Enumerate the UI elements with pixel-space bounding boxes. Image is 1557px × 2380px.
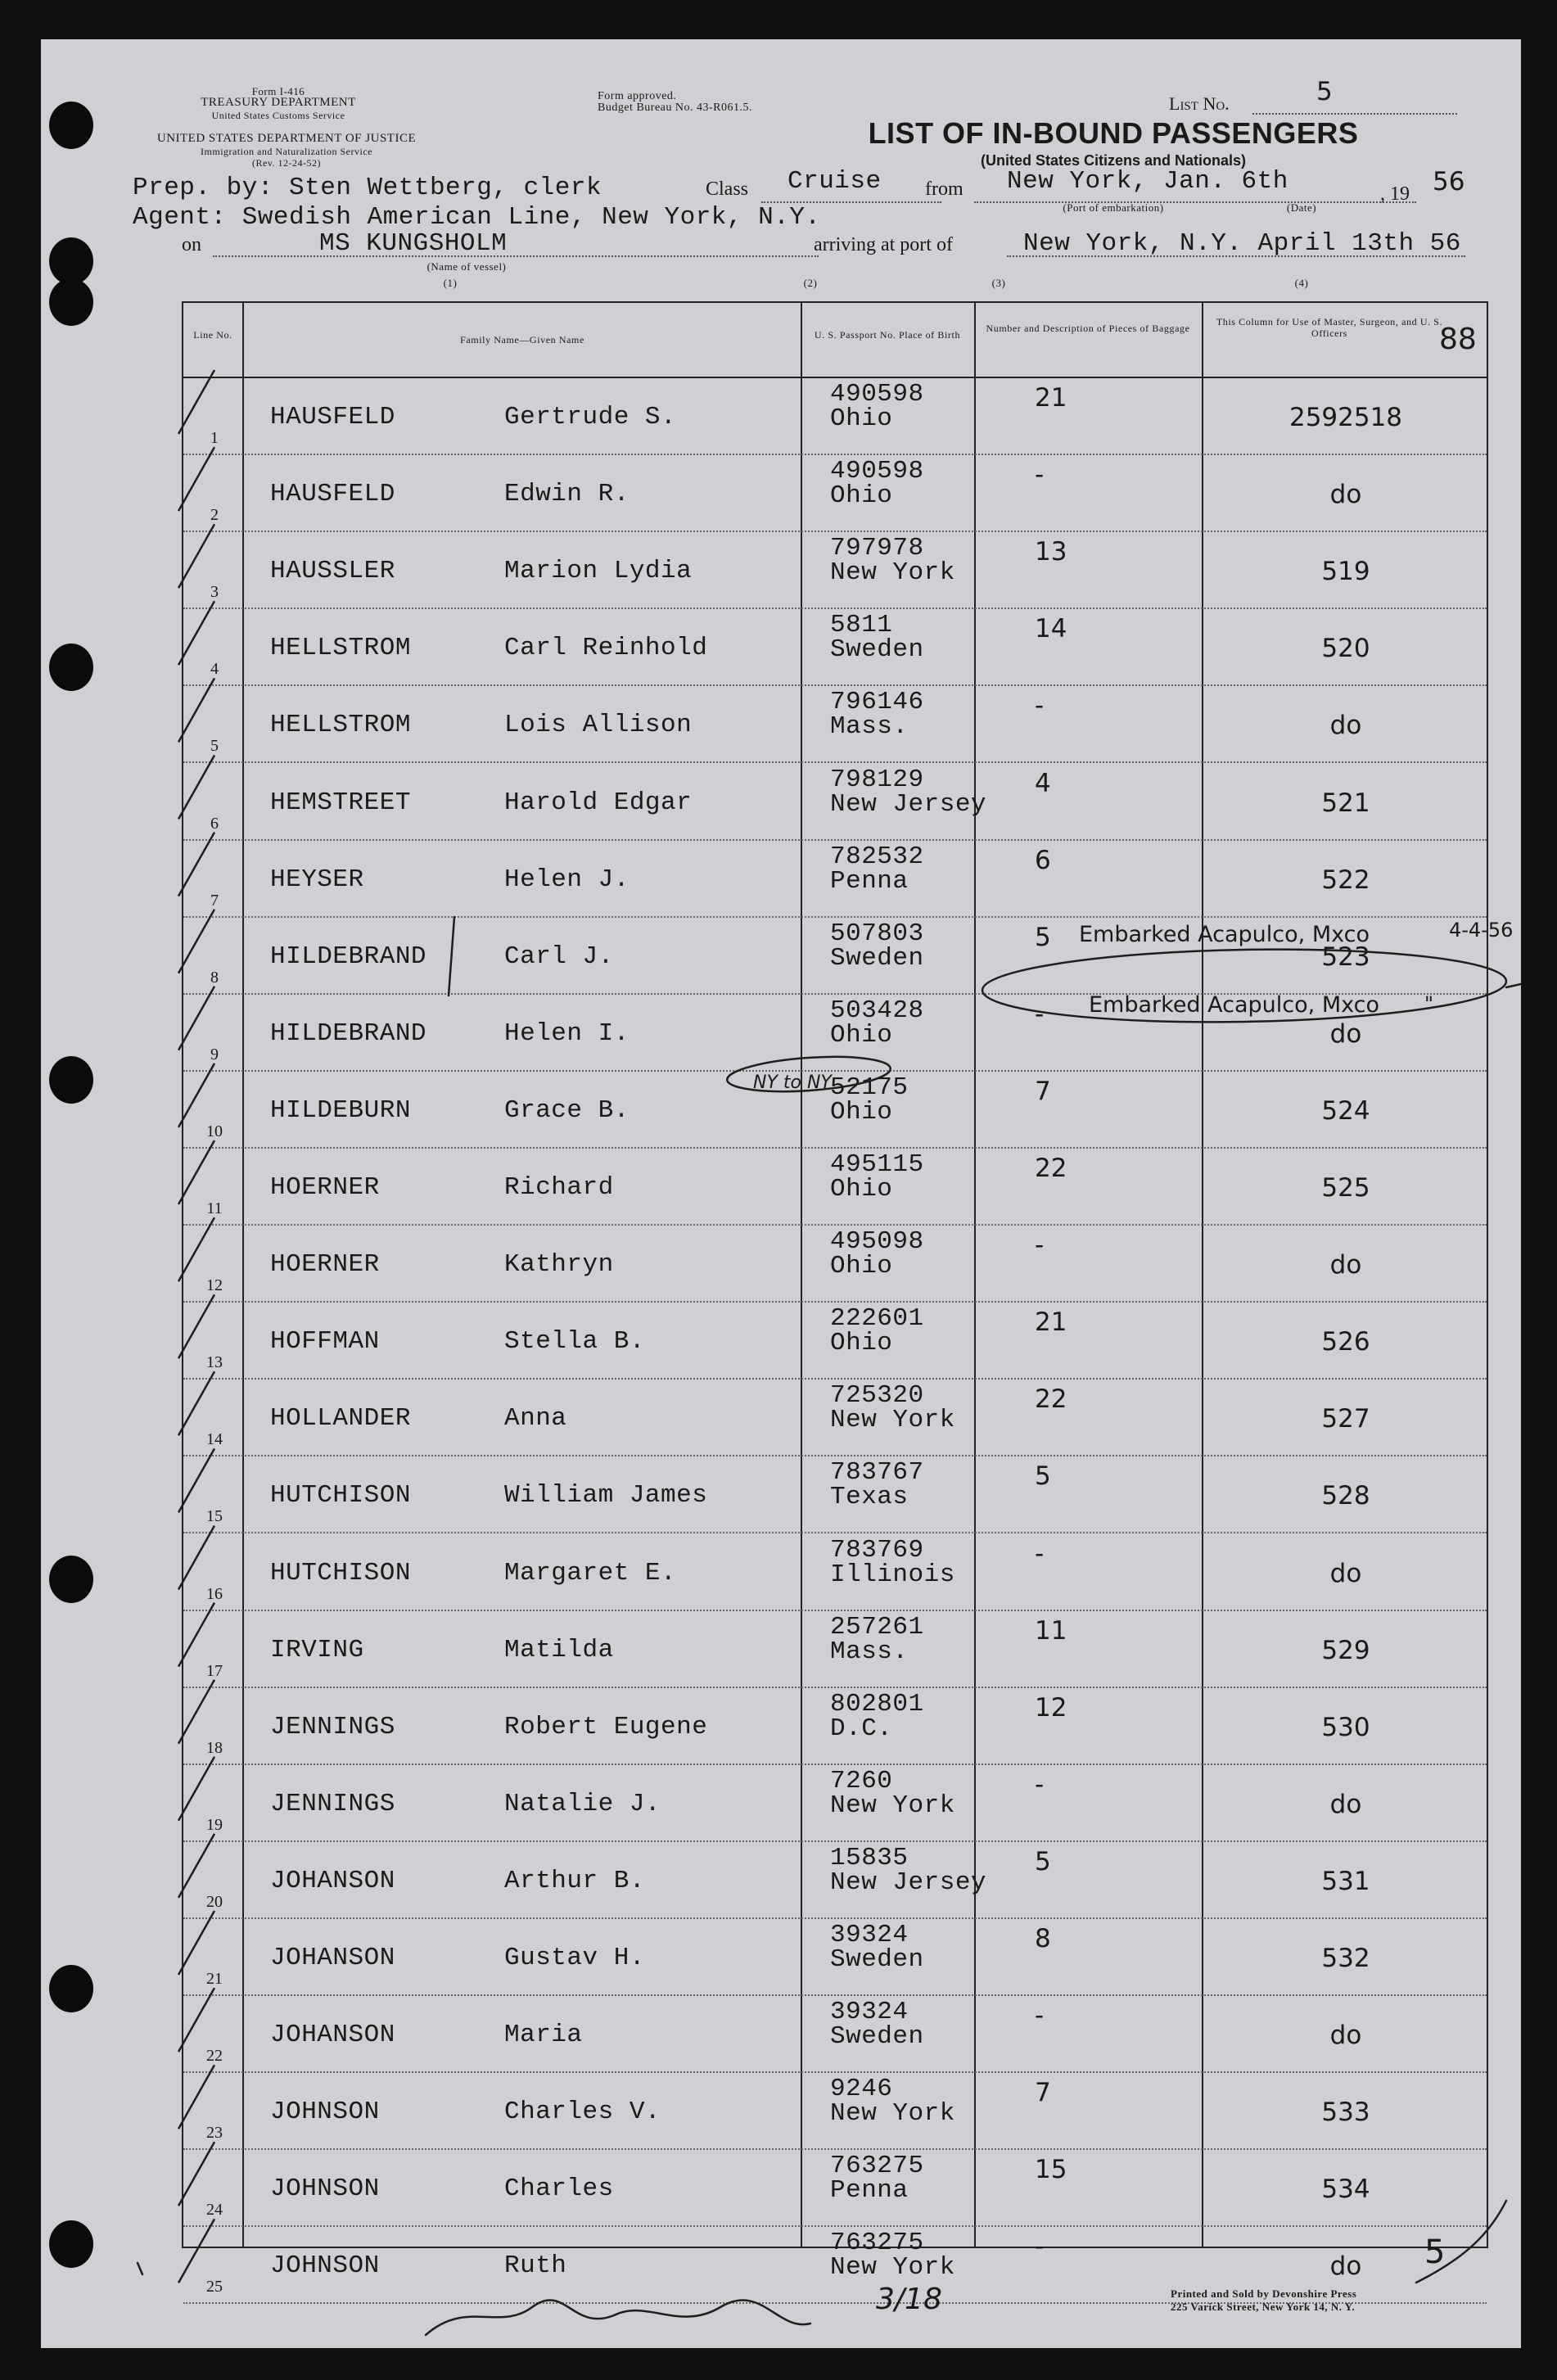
- line-number: 20: [206, 1892, 223, 1911]
- passport-number: 39324: [830, 1921, 909, 1949]
- annotation-row8-date: 4-4-56: [1449, 919, 1514, 942]
- manifest-sheet: [41, 39, 1521, 2348]
- passport-number: 490598: [830, 457, 924, 486]
- passport-number: 796146: [830, 688, 924, 717]
- baggage-count: 22: [1035, 1154, 1067, 1183]
- passport-number: 798129: [830, 765, 924, 794]
- annotation-row10: NY to NY: [753, 1073, 832, 1093]
- family-name: HUTCHISON: [270, 1481, 411, 1511]
- line-number: 13: [206, 1353, 223, 1372]
- signature-date: 3/18: [876, 2283, 942, 2316]
- binder-hole: [49, 102, 93, 149]
- document-subtitle: (United States Citizens and Nationals): [980, 152, 1247, 169]
- from-value: New York, Jan. 6th: [1007, 167, 1288, 196]
- binder-hole: [49, 278, 93, 326]
- justice-label: UNITED STATES DEPARTMENT OF JUSTICE: [156, 132, 417, 145]
- check-mark: [178, 1988, 214, 2052]
- line-number: 6: [210, 814, 219, 833]
- officer-entry: 533: [1321, 2098, 1370, 2128]
- line-number: 21: [206, 1970, 223, 1988]
- ins-label: Immigration and Naturalization Service: [201, 146, 372, 157]
- line-number: 23: [206, 2124, 223, 2143]
- place-of-birth: Mass.: [830, 712, 909, 742]
- line-number: 11: [206, 1199, 223, 1217]
- check-mark: [178, 2065, 214, 2129]
- officer-entry: do: [1329, 1018, 1362, 1049]
- given-name: Stella B.: [504, 1327, 645, 1357]
- binder-hole: [49, 1965, 93, 2012]
- line-number: 5: [210, 737, 219, 756]
- given-name: Edwin R.: [504, 480, 630, 509]
- col-marker-3: (3): [991, 277, 1006, 289]
- line-number: 10: [206, 1122, 223, 1140]
- given-name: Charles V.: [504, 2098, 661, 2127]
- place-of-birth: Sweden: [830, 2022, 924, 2052]
- place-of-birth: Illinois: [830, 1560, 955, 1589]
- baggage-count: 7: [1035, 1076, 1051, 1106]
- passport-number: 257261: [830, 1612, 924, 1642]
- year-value: 56: [1433, 167, 1465, 196]
- passport-number: 763275: [830, 2229, 924, 2258]
- given-name: Arthur B.: [504, 1866, 645, 1895]
- agent-line: Agent: Swedish American Line, New York, N.Y.: [133, 203, 821, 232]
- line-number: 7: [210, 891, 219, 910]
- baggage-count: 5: [1035, 922, 1051, 952]
- check-mark: [178, 2142, 214, 2206]
- family-name: HEMSTREET: [270, 788, 411, 817]
- officer-entry: do: [1329, 1789, 1362, 1819]
- line-number: 2: [210, 506, 219, 525]
- check-mark: [178, 987, 214, 1050]
- check-mark: [178, 1140, 214, 1204]
- vessel-caption: (Name of vessel): [426, 260, 507, 273]
- given-name: Matilda: [504, 1635, 614, 1664]
- family-name: HILDEBRAND: [270, 942, 427, 971]
- line-number: 4: [210, 660, 219, 679]
- family-name: JOHANSON: [270, 2021, 395, 2050]
- check-mark: [178, 1064, 214, 1127]
- family-name: JOHNSON: [270, 2251, 380, 2281]
- baggage-count: -: [1035, 999, 1045, 1029]
- place-of-birth: New York: [830, 2099, 955, 2129]
- baggage-count: -: [1035, 1231, 1045, 1261]
- form-number: Form I-416: [251, 85, 305, 97]
- line-number: 8: [210, 968, 219, 987]
- passport-number: 39324: [830, 1998, 909, 2027]
- baggage-count: 22: [1035, 1384, 1067, 1415]
- vessel-name: MS KUNGSHOLM: [319, 229, 508, 258]
- check-mark: [178, 833, 214, 896]
- officer-entry: do: [1329, 711, 1362, 741]
- check-mark: [178, 1911, 214, 1975]
- given-name: Harold Edgar: [504, 788, 693, 817]
- check-mark: [178, 1603, 214, 1667]
- check-mark: [178, 910, 214, 973]
- officer-entry: 519: [1321, 557, 1370, 587]
- col-marker-4: (4): [1294, 277, 1309, 289]
- header-baggage: Number and Description of Pieces of Baggage: [986, 323, 1190, 334]
- printer-credit-1: Printed and Sold by Devonshire Press: [1171, 2287, 1357, 2300]
- check-mark: [178, 1526, 214, 1590]
- place-of-birth: D.C.: [830, 1714, 893, 1743]
- given-name: Gustav H.: [504, 1944, 645, 1972]
- annotation-row9: Embarked Acapulco, Mxco: [1089, 992, 1379, 1018]
- passport-number: 52175: [830, 1073, 909, 1102]
- col-marker-1: (1): [443, 277, 458, 289]
- annotation-row9-ditto: ": [1424, 992, 1434, 1015]
- class-label: Class: [706, 178, 749, 200]
- place-of-birth: Ohio: [830, 1097, 893, 1127]
- passport-number: 797978: [830, 534, 924, 563]
- baggage-count: 14: [1035, 614, 1067, 644]
- passport-number: 503428: [830, 996, 924, 1025]
- family-name: JENNINGS: [270, 1789, 395, 1818]
- header-passport: U. S. Passport No. Place of Birth: [814, 329, 961, 341]
- customs-label: United States Customs Service: [211, 110, 345, 121]
- check-mark: [178, 447, 214, 511]
- passport-number: 15835: [830, 1843, 909, 1872]
- baggage-count: -: [1035, 691, 1045, 721]
- baggage-count: 6: [1035, 845, 1051, 875]
- place-of-birth: Texas: [830, 1483, 909, 1512]
- given-name: Ruth: [504, 2251, 567, 2281]
- check-mark: [178, 1680, 214, 1744]
- check-mark: [178, 1294, 214, 1358]
- line-number: 25: [206, 2278, 223, 2296]
- baggage-count: 5: [1035, 1461, 1051, 1492]
- list-no-label: List No.: [1169, 93, 1230, 114]
- officer-entry: 525: [1321, 1173, 1370, 1203]
- family-name: HOERNER: [270, 1173, 380, 1202]
- family-name: JENNINGS: [270, 1712, 395, 1741]
- check-mark: [178, 2219, 214, 2283]
- place-of-birth: New Jersey: [830, 789, 987, 819]
- class-value: Cruise: [788, 167, 882, 196]
- place-of-birth: Sweden: [830, 943, 924, 973]
- officer-entry: 534: [1321, 2175, 1370, 2205]
- line-number: 19: [206, 1815, 223, 1834]
- passport-number: 9246: [830, 2075, 893, 2104]
- place-of-birth: New York: [830, 1791, 955, 1820]
- officer-entry: 530: [1321, 1712, 1370, 1742]
- prepared-by: Prep. by: Sten Wettberg, clerk: [133, 174, 602, 202]
- place-of-birth: Ohio: [830, 1020, 893, 1050]
- header-name: Family Name—Given Name: [460, 334, 584, 345]
- check-mark: [178, 1371, 214, 1435]
- port-embark-caption: (Port of embarkation): [1063, 201, 1164, 214]
- given-name: Carl Reinhold: [504, 634, 708, 663]
- given-name: Grace B.: [504, 1095, 630, 1125]
- place-of-birth: Penna: [830, 2176, 909, 2206]
- line-number: 15: [206, 1507, 223, 1526]
- family-name: HEYSER: [270, 865, 364, 894]
- check-mark: [178, 370, 214, 434]
- col-marker-2: (2): [803, 277, 818, 289]
- given-name: Carl J.: [504, 942, 614, 971]
- check-mark: [178, 1834, 214, 1898]
- baggage-count: 4: [1035, 768, 1051, 798]
- check-mark: [178, 601, 214, 665]
- officer-entry: 528: [1321, 1481, 1370, 1511]
- check-mark: [178, 1757, 214, 1821]
- given-name: Natalie J.: [504, 1789, 661, 1818]
- place-of-birth: Penna: [830, 866, 909, 896]
- on-label: on: [182, 234, 201, 255]
- given-name: Helen J.: [504, 865, 630, 894]
- family-name: HOLLANDER: [270, 1404, 411, 1434]
- baggage-count: -: [1035, 460, 1045, 490]
- header-officers: This Column for Use of Master, Surgeon, and U. S. Officers: [1216, 316, 1443, 339]
- passport-number: 802801: [830, 1689, 924, 1718]
- officer-entry: 527: [1321, 1404, 1370, 1434]
- baggage-count: -: [1035, 2232, 1045, 2262]
- family-name: HELLSTROM: [270, 711, 411, 740]
- officer-entry: 522: [1321, 865, 1370, 895]
- officer-entry: 531: [1321, 1866, 1370, 1896]
- given-name: Gertrude S.: [504, 403, 677, 431]
- passport-number: 495115: [830, 1150, 924, 1179]
- year-prefix: , 19: [1380, 183, 1410, 205]
- passport-number: 7260: [830, 1766, 893, 1795]
- line-number: 17: [206, 1661, 223, 1680]
- line-number: 3: [210, 583, 219, 602]
- baggage-count: 21: [1035, 383, 1067, 413]
- given-name: Richard: [504, 1173, 614, 1202]
- officer-entry: do: [1329, 1250, 1362, 1280]
- given-name: Lois Allison: [504, 711, 693, 740]
- passport-number: 5811: [830, 611, 893, 640]
- baggage-count: 8: [1035, 1924, 1051, 1953]
- check-mark: [178, 524, 214, 588]
- family-name: HOERNER: [270, 1250, 380, 1280]
- place-of-birth: New Jersey: [830, 1867, 987, 1897]
- family-name: JOHANSON: [270, 1866, 395, 1895]
- place-of-birth: Ohio: [830, 1175, 893, 1204]
- revision-label: (Rev. 12-24-52): [251, 157, 322, 169]
- family-name: IRVING: [270, 1635, 364, 1664]
- place-of-birth: New York: [830, 558, 955, 588]
- officer-entry: 523: [1321, 942, 1370, 972]
- officer-entry: 2592518: [1288, 403, 1403, 432]
- annotation-row8: Embarked Acapulco, Mxco: [1079, 922, 1370, 947]
- form-approved: Form approved.: [598, 90, 677, 102]
- passport-number: 507803: [830, 919, 924, 948]
- arrival-port-date: New York, N.Y. April 13th 56: [1023, 229, 1461, 258]
- check-mark: [178, 756, 214, 820]
- place-of-birth: Ohio: [830, 404, 893, 433]
- line-number: 22: [206, 2047, 223, 2066]
- passport-number: 763275: [830, 2152, 924, 2181]
- given-name: Kathryn: [504, 1250, 614, 1280]
- officer-entry: do: [1329, 1558, 1362, 1588]
- date-caption: (Date): [1286, 201, 1317, 214]
- family-name: JOHANSON: [270, 1944, 395, 1972]
- officer-entry: 521: [1321, 788, 1370, 818]
- officer-entry: do: [1329, 2251, 1362, 2282]
- family-name: HUTCHISON: [270, 1558, 411, 1587]
- given-name: Anna: [504, 1404, 567, 1434]
- family-name: HAUSFELD: [270, 480, 395, 509]
- place-of-birth: Sweden: [830, 1945, 924, 1974]
- officer-entry: 520: [1321, 634, 1370, 664]
- passport-number: 783767: [830, 1458, 924, 1488]
- family-name: HELLSTROM: [270, 634, 411, 663]
- officer-entry: 524: [1321, 1095, 1370, 1126]
- passport-number: 490598: [830, 380, 924, 409]
- family-name: HAUSSLER: [270, 557, 395, 586]
- line-number: 9: [210, 1045, 219, 1064]
- given-name: Helen I.: [504, 1018, 630, 1048]
- baggage-count: 5: [1035, 1846, 1051, 1876]
- officer-entry: do: [1329, 2021, 1362, 2051]
- place-of-birth: Ohio: [830, 1252, 893, 1281]
- officer-entry: 532: [1321, 1944, 1370, 1973]
- check-mark: [178, 1217, 214, 1281]
- passport-number: 222601: [830, 1304, 924, 1334]
- check-mark: [178, 678, 214, 742]
- place-of-birth: Ohio: [830, 1329, 893, 1358]
- given-name: Charles: [504, 2175, 614, 2204]
- treasury-label: TREASURY DEPARTMENT: [201, 96, 356, 109]
- baggage-count: -: [1035, 1769, 1045, 1800]
- baggage-count: 12: [1035, 1692, 1067, 1723]
- header-line-no: Line No.: [193, 329, 232, 341]
- line-number: 24: [206, 2201, 223, 2220]
- place-of-birth: New York: [830, 1406, 955, 1435]
- printer-credit-2: 225 Varick Street, New York 14, N. Y.: [1171, 2301, 1356, 2313]
- baggage-count: 15: [1035, 2155, 1067, 2185]
- given-name: Marion Lydia: [504, 557, 693, 586]
- line-number: 16: [206, 1584, 223, 1603]
- place-of-birth: New York: [830, 2253, 955, 2283]
- place-of-birth: Sweden: [830, 635, 924, 665]
- baggage-count: -: [1035, 1538, 1045, 1569]
- baggage-count: 11: [1035, 1615, 1067, 1646]
- baggage-count: 7: [1035, 2078, 1051, 2108]
- budget-bureau: Budget Bureau No. 43-R061.5.: [598, 102, 752, 114]
- place-of-birth: Mass.: [830, 1637, 909, 1666]
- check-mark: [178, 1448, 214, 1512]
- binder-hole: [49, 1556, 93, 1603]
- binder-hole: [49, 1056, 93, 1104]
- officer-entry: 526: [1321, 1327, 1370, 1357]
- given-name: Robert Eugene: [504, 1712, 708, 1741]
- line-number: 1: [210, 429, 219, 447]
- list-number: 5: [1316, 77, 1333, 106]
- given-name: William James: [504, 1481, 708, 1511]
- document-title: LIST OF IN-BOUND PASSENGERS: [868, 116, 1359, 150]
- passport-number: 782532: [830, 842, 924, 871]
- officer-entry: 529: [1321, 1635, 1370, 1665]
- officer-entry: do: [1329, 480, 1362, 510]
- family-name: HAUSFELD: [270, 403, 395, 431]
- line-number: 18: [206, 1738, 223, 1757]
- given-name: Margaret E.: [504, 1558, 677, 1587]
- family-name: HILDEBRAND: [270, 1018, 427, 1048]
- given-name: Maria: [504, 2021, 583, 2050]
- passport-number: 495098: [830, 1227, 924, 1257]
- baggage-count: -: [1035, 2001, 1045, 2031]
- from-label: from: [925, 178, 964, 200]
- line-number: 14: [206, 1430, 223, 1449]
- arriving-label: arriving at port of: [814, 234, 953, 255]
- line-number: 12: [206, 1276, 223, 1295]
- place-of-birth: Ohio: [830, 481, 893, 511]
- handwritten-marks: [41, 39, 1521, 2348]
- binder-hole: [49, 644, 93, 691]
- family-name: JOHNSON: [270, 2175, 380, 2204]
- passport-number: 725320: [830, 1381, 924, 1411]
- page-number: 88: [1439, 323, 1477, 356]
- family-name: HOFFMAN: [270, 1327, 380, 1357]
- binder-hole: [49, 2220, 93, 2268]
- family-name: JOHNSON: [270, 2098, 380, 2127]
- baggage-count: 21: [1035, 1307, 1067, 1338]
- annotation-bottom-mark: 5: [1424, 2233, 1446, 2271]
- baggage-count: 13: [1035, 537, 1067, 567]
- family-name: HILDEBURN: [270, 1095, 411, 1125]
- passport-number: 783769: [830, 1535, 924, 1565]
